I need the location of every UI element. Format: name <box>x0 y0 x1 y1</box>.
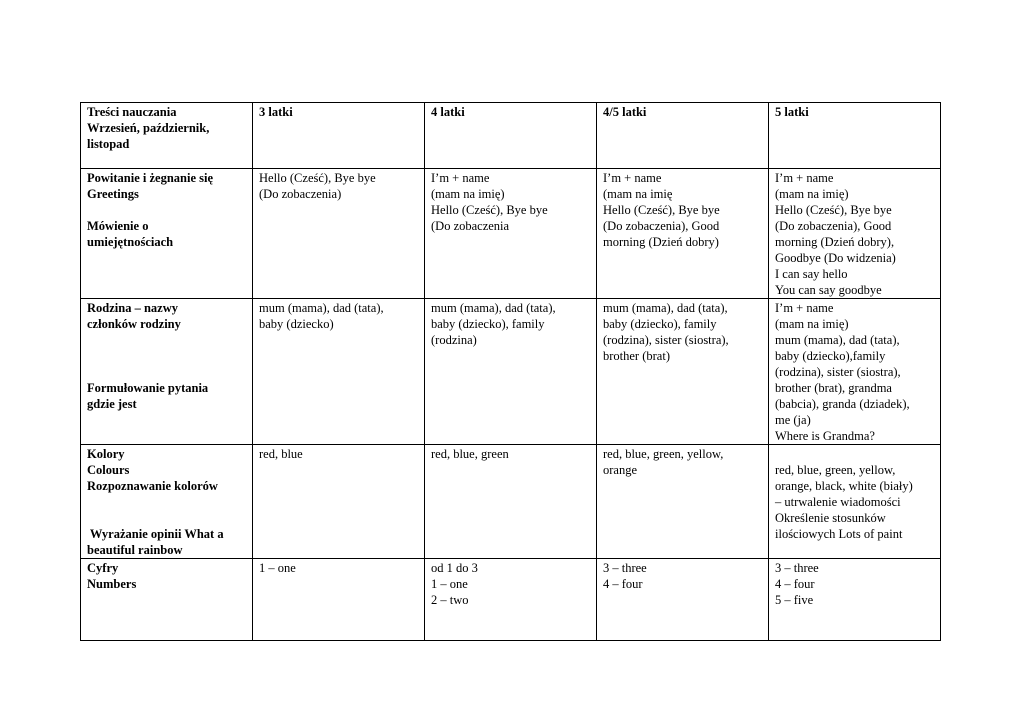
topic-cell <box>81 445 253 559</box>
content-line: (Do zobaczenia <box>431 219 510 233</box>
content-line: brother (brat), grandma <box>775 381 892 395</box>
topic-line: Powitanie i żegnanie się <box>87 171 214 185</box>
content-line: brother (brat) <box>603 349 670 363</box>
content-line: red, blue, green, yellow, <box>603 447 724 461</box>
header-age-4 <box>425 103 597 169</box>
content-cell <box>769 445 941 559</box>
content-line: Hello (Cześć), Bye bye <box>259 171 376 185</box>
topic-line: Wyrażanie opinii What a <box>87 527 224 541</box>
header-age-3-label: 3 latki <box>259 105 293 119</box>
curriculum-table <box>80 102 941 641</box>
topic-line: Colours <box>87 463 130 477</box>
content-cell <box>597 299 769 445</box>
content-line: od 1 do 3 <box>431 561 478 575</box>
content-line: red, blue, green <box>431 447 509 461</box>
content-line: ilościowych Lots of paint <box>775 527 903 541</box>
header-age-3 <box>253 103 425 169</box>
header-age-4-5 <box>597 103 769 169</box>
content-cell <box>769 169 941 299</box>
content-line: I can say hello <box>775 267 848 281</box>
topic-line: Formułowanie pytania <box>87 381 209 395</box>
content-line: 5 – five <box>775 593 814 607</box>
topic-line: członków rodziny <box>87 317 181 331</box>
content-line: mum (mama), dad (tata), <box>259 301 384 315</box>
content-line: red, blue <box>259 447 303 461</box>
content-line: (mam na imię <box>603 187 673 201</box>
content-line: baby (dziecko),family <box>775 349 886 363</box>
content-line: morning (Dzień dobry) <box>603 235 719 249</box>
content-line: – utrwalenie wiadomości <box>775 495 901 509</box>
content-line: 4 – four <box>775 577 815 591</box>
topic-line: Numbers <box>87 577 137 591</box>
header-age-5-label: 5 latki <box>775 105 809 119</box>
table-row <box>81 169 941 299</box>
topic-line: Greetings <box>87 187 139 201</box>
topic-line: Rozpoznawanie kolorów <box>87 479 218 493</box>
header-content-line: listopad <box>87 137 130 151</box>
header-content-cell <box>81 103 253 169</box>
content-line: (mam na imię) <box>775 187 849 201</box>
content-line: Where is Grandma? <box>775 429 875 443</box>
topic-line: Cyfry <box>87 561 119 575</box>
content-cell <box>253 299 425 445</box>
content-line: red, blue, green, yellow, <box>775 463 896 477</box>
content-line: 2 – two <box>431 593 469 607</box>
content-line: (Do zobaczenia), Good <box>603 219 720 233</box>
content-line: baby (dziecko), family <box>431 317 545 331</box>
content-line: (rodzina), sister (siostra), <box>775 365 901 379</box>
content-cell <box>425 169 597 299</box>
content-cell <box>769 299 941 445</box>
content-cell <box>253 169 425 299</box>
content-line: Hello (Cześć), Bye bye <box>775 203 892 217</box>
topic-line: gdzie jest <box>87 397 137 411</box>
content-line: Goodbye (Do widzenia) <box>775 251 896 265</box>
header-age-4-label: 4 latki <box>431 105 465 119</box>
table-row <box>81 299 941 445</box>
header-content-line: Wrzesień, październik, <box>87 121 210 135</box>
content-cell <box>425 559 597 641</box>
content-line: (babcia), granda (dziadek), <box>775 397 910 411</box>
content-line: mum (mama), dad (tata), <box>431 301 556 315</box>
content-line: 4 – four <box>603 577 643 591</box>
content-line: 1 – one <box>431 577 468 591</box>
content-line: I’m + name <box>431 171 490 185</box>
content-line: 3 – three <box>603 561 647 575</box>
topic-line: umiejętnościach <box>87 235 174 249</box>
content-line: 1 – one <box>259 561 296 575</box>
content-line: (Do zobaczenia) <box>259 187 342 201</box>
content-line: mum (mama), dad (tata), <box>775 333 900 347</box>
content-line: Określenie stosunków <box>775 511 886 525</box>
content-cell <box>597 169 769 299</box>
content-line: I’m + name <box>603 171 662 185</box>
topic-line: beautiful rainbow <box>87 543 183 557</box>
content-line: (rodzina), sister (siostra), <box>603 333 729 347</box>
topic-cell <box>81 299 253 445</box>
content-cell <box>425 445 597 559</box>
table-row <box>81 445 941 559</box>
content-line: (Do zobaczenia), Good <box>775 219 892 233</box>
topic-line: Kolory <box>87 447 125 461</box>
content-line: Hello (Cześć), Bye bye <box>603 203 720 217</box>
content-cell <box>597 445 769 559</box>
topic-line: Rodzina – nazwy <box>87 301 178 315</box>
content-line: Hello (Cześć), Bye bye <box>431 203 548 217</box>
content-line: baby (dziecko), family <box>603 317 717 331</box>
content-line: orange <box>603 463 638 477</box>
topic-cell <box>81 169 253 299</box>
content-cell <box>769 559 941 641</box>
content-cell <box>425 299 597 445</box>
content-cell <box>253 559 425 641</box>
content-line: mum (mama), dad (tata), <box>603 301 728 315</box>
header-age-4-5-label: 4/5 latki <box>603 105 647 119</box>
content-line: I’m + name <box>775 301 834 315</box>
content-line: I’m + name <box>775 171 834 185</box>
topic-line: Mówienie o <box>87 219 149 233</box>
content-cell <box>597 559 769 641</box>
header-content-line: Treści nauczania <box>87 105 177 119</box>
content-line: orange, black, white (biały) <box>775 479 913 493</box>
content-line: morning (Dzień dobry), <box>775 235 895 249</box>
table-row <box>81 559 941 641</box>
content-line: baby (dziecko) <box>259 317 334 331</box>
header-age-5 <box>769 103 941 169</box>
content-line: (mam na imię) <box>775 317 849 331</box>
table-header-row <box>81 103 941 169</box>
content-line: (rodzina) <box>431 333 477 347</box>
content-cell <box>253 445 425 559</box>
content-line: (mam na imię) <box>431 187 505 201</box>
content-line: You can say goodbye <box>775 283 882 297</box>
content-line: me (ja) <box>775 413 811 427</box>
topic-cell <box>81 559 253 641</box>
content-line: 3 – three <box>775 561 819 575</box>
